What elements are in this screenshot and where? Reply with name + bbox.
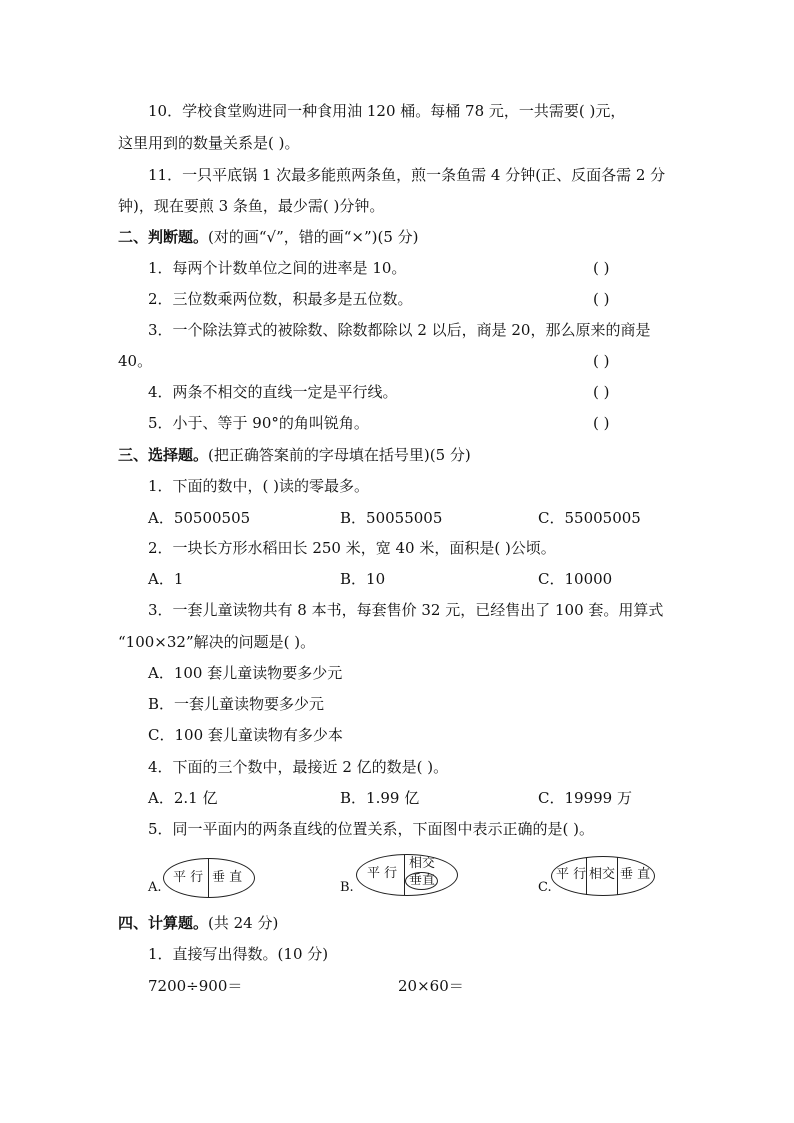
choice-q4-a[interactable]: A．2.1 亿 xyxy=(148,789,218,807)
choice-q4-b[interactable]: B．1.99 亿 xyxy=(340,789,420,807)
section-3-heading xyxy=(118,446,471,464)
section-2-heading xyxy=(118,228,419,246)
judge-item-1: 1．每两个计数单位之间的进率是 10。 xyxy=(148,259,407,277)
q11-line2: 钟)，现在要煎 3 条鱼，最少需( )分钟。 xyxy=(118,197,385,215)
choice-q2-a[interactable]: A．1 xyxy=(148,570,184,588)
section-3-note: (把正确答案前的字母填在括号里)(5 分) xyxy=(208,446,471,464)
q11-line1: 11．一只平底锅 1 次最多能煎两条鱼，煎一条鱼需 4 分钟(正、反面各需 2 分 xyxy=(148,166,666,184)
q10-line1: 10．学校食堂购进同一种食用油 120 桶。每桶 78 元，一共需要( )元， xyxy=(148,102,626,120)
section-4-note: (共 24 分) xyxy=(208,914,279,932)
diagram-a-parallel: 平 行 xyxy=(173,870,204,885)
diagram-a-label: A. xyxy=(148,880,162,895)
choice-q1-c[interactable]: C．55005005 xyxy=(538,509,641,527)
diagram-c-divider-2 xyxy=(617,857,618,895)
diagram-c-perpendicular: 垂 直 xyxy=(620,867,651,882)
choice-q3-stem-2: “100×32”解决的问题是( )。 xyxy=(118,633,316,651)
section-4-title: 四、计算题。 xyxy=(118,914,209,932)
judge-item-2: 2．三位数乘两位数，积最多是五位数。 xyxy=(148,290,413,308)
diagram-b-divider xyxy=(404,855,405,895)
judge-item-1-answer[interactable]: ( ) xyxy=(593,259,610,277)
choice-q3-b[interactable]: B．一套儿童读物要多少元 xyxy=(148,695,325,713)
choice-q1-b[interactable]: B．50055005 xyxy=(340,509,443,527)
judge-item-4-answer[interactable]: ( ) xyxy=(593,383,610,401)
section-3-title: 三、选择题。 xyxy=(118,446,209,464)
choice-q5-stem: 5．同一平面内的两条直线的位置关系，下面图中表示正确的是( )。 xyxy=(148,820,595,838)
choice-q2-stem: 2．一块长方形水稻田长 250 米，宽 40 米，面积是( )公顷。 xyxy=(148,539,556,557)
judge-item-3-cont: 40。 xyxy=(118,352,153,370)
section-4-heading xyxy=(118,914,278,932)
diagram-a-divider xyxy=(208,859,209,897)
diagram-b-label: B. xyxy=(340,880,354,895)
choice-q3-c[interactable]: C．100 套儿童读物有多少本 xyxy=(148,726,343,744)
diagram-b-parallel: 平 行 xyxy=(367,866,398,881)
choice-q3-a[interactable]: A．100 套儿童读物要多少元 xyxy=(148,664,343,682)
choice-q1-a[interactable]: A．50500505 xyxy=(148,509,251,527)
diagram-c-intersect: 相交 xyxy=(589,867,616,882)
section-2-title: 二、判断题。 xyxy=(118,228,209,246)
judge-item-5-answer[interactable]: ( ) xyxy=(593,414,610,432)
calc-1: 7200÷900＝ xyxy=(148,977,243,995)
diagram-a-perpendicular: 垂 直 xyxy=(212,870,243,885)
q10-line2: 这里用到的数量关系是( )。 xyxy=(118,134,300,152)
diagram-c-parallel: 平 行 xyxy=(556,867,587,882)
judge-item-3-answer[interactable]: ( ) xyxy=(593,352,610,370)
diagram-b-intersect: 相交 xyxy=(409,856,436,871)
diagram-c-label: C. xyxy=(538,880,552,895)
judge-item-2-answer[interactable]: ( ) xyxy=(593,290,610,308)
diagram-b-perpendicular: 垂直 xyxy=(409,873,436,888)
section-2-note: (对的画“√”，错的画“×”)(5 分) xyxy=(208,228,419,246)
choice-q2-c[interactable]: C．10000 xyxy=(538,570,613,588)
choice-q4-stem: 4．下面的三个数中，最接近 2 亿的数是( )。 xyxy=(148,758,449,776)
choice-q3-stem-1: 3．一套儿童读物共有 8 本书，每套售价 32 元，已经售出了 100 套。用算式 xyxy=(148,601,664,619)
section-4-sub1: 1．直接写出得数。(10 分) xyxy=(148,945,329,963)
diagram-c-divider-1 xyxy=(586,857,587,895)
choice-q2-b[interactable]: B．10 xyxy=(340,570,386,588)
judge-item-4: 4．两条不相交的直线一定是平行线。 xyxy=(148,383,398,401)
calc-2: 20×60＝ xyxy=(398,977,464,995)
choice-q1-stem: 1．下面的数中，( )读的零最多。 xyxy=(148,477,370,495)
judge-item-3: 3．一个除法算式的被除数、除数都除以 2 以后，商是 20，那么原来的商是 xyxy=(148,321,651,339)
judge-item-5: 5．小于、等于 90°的角叫锐角。 xyxy=(148,414,369,432)
choice-q4-c[interactable]: C．19999 万 xyxy=(538,789,632,807)
